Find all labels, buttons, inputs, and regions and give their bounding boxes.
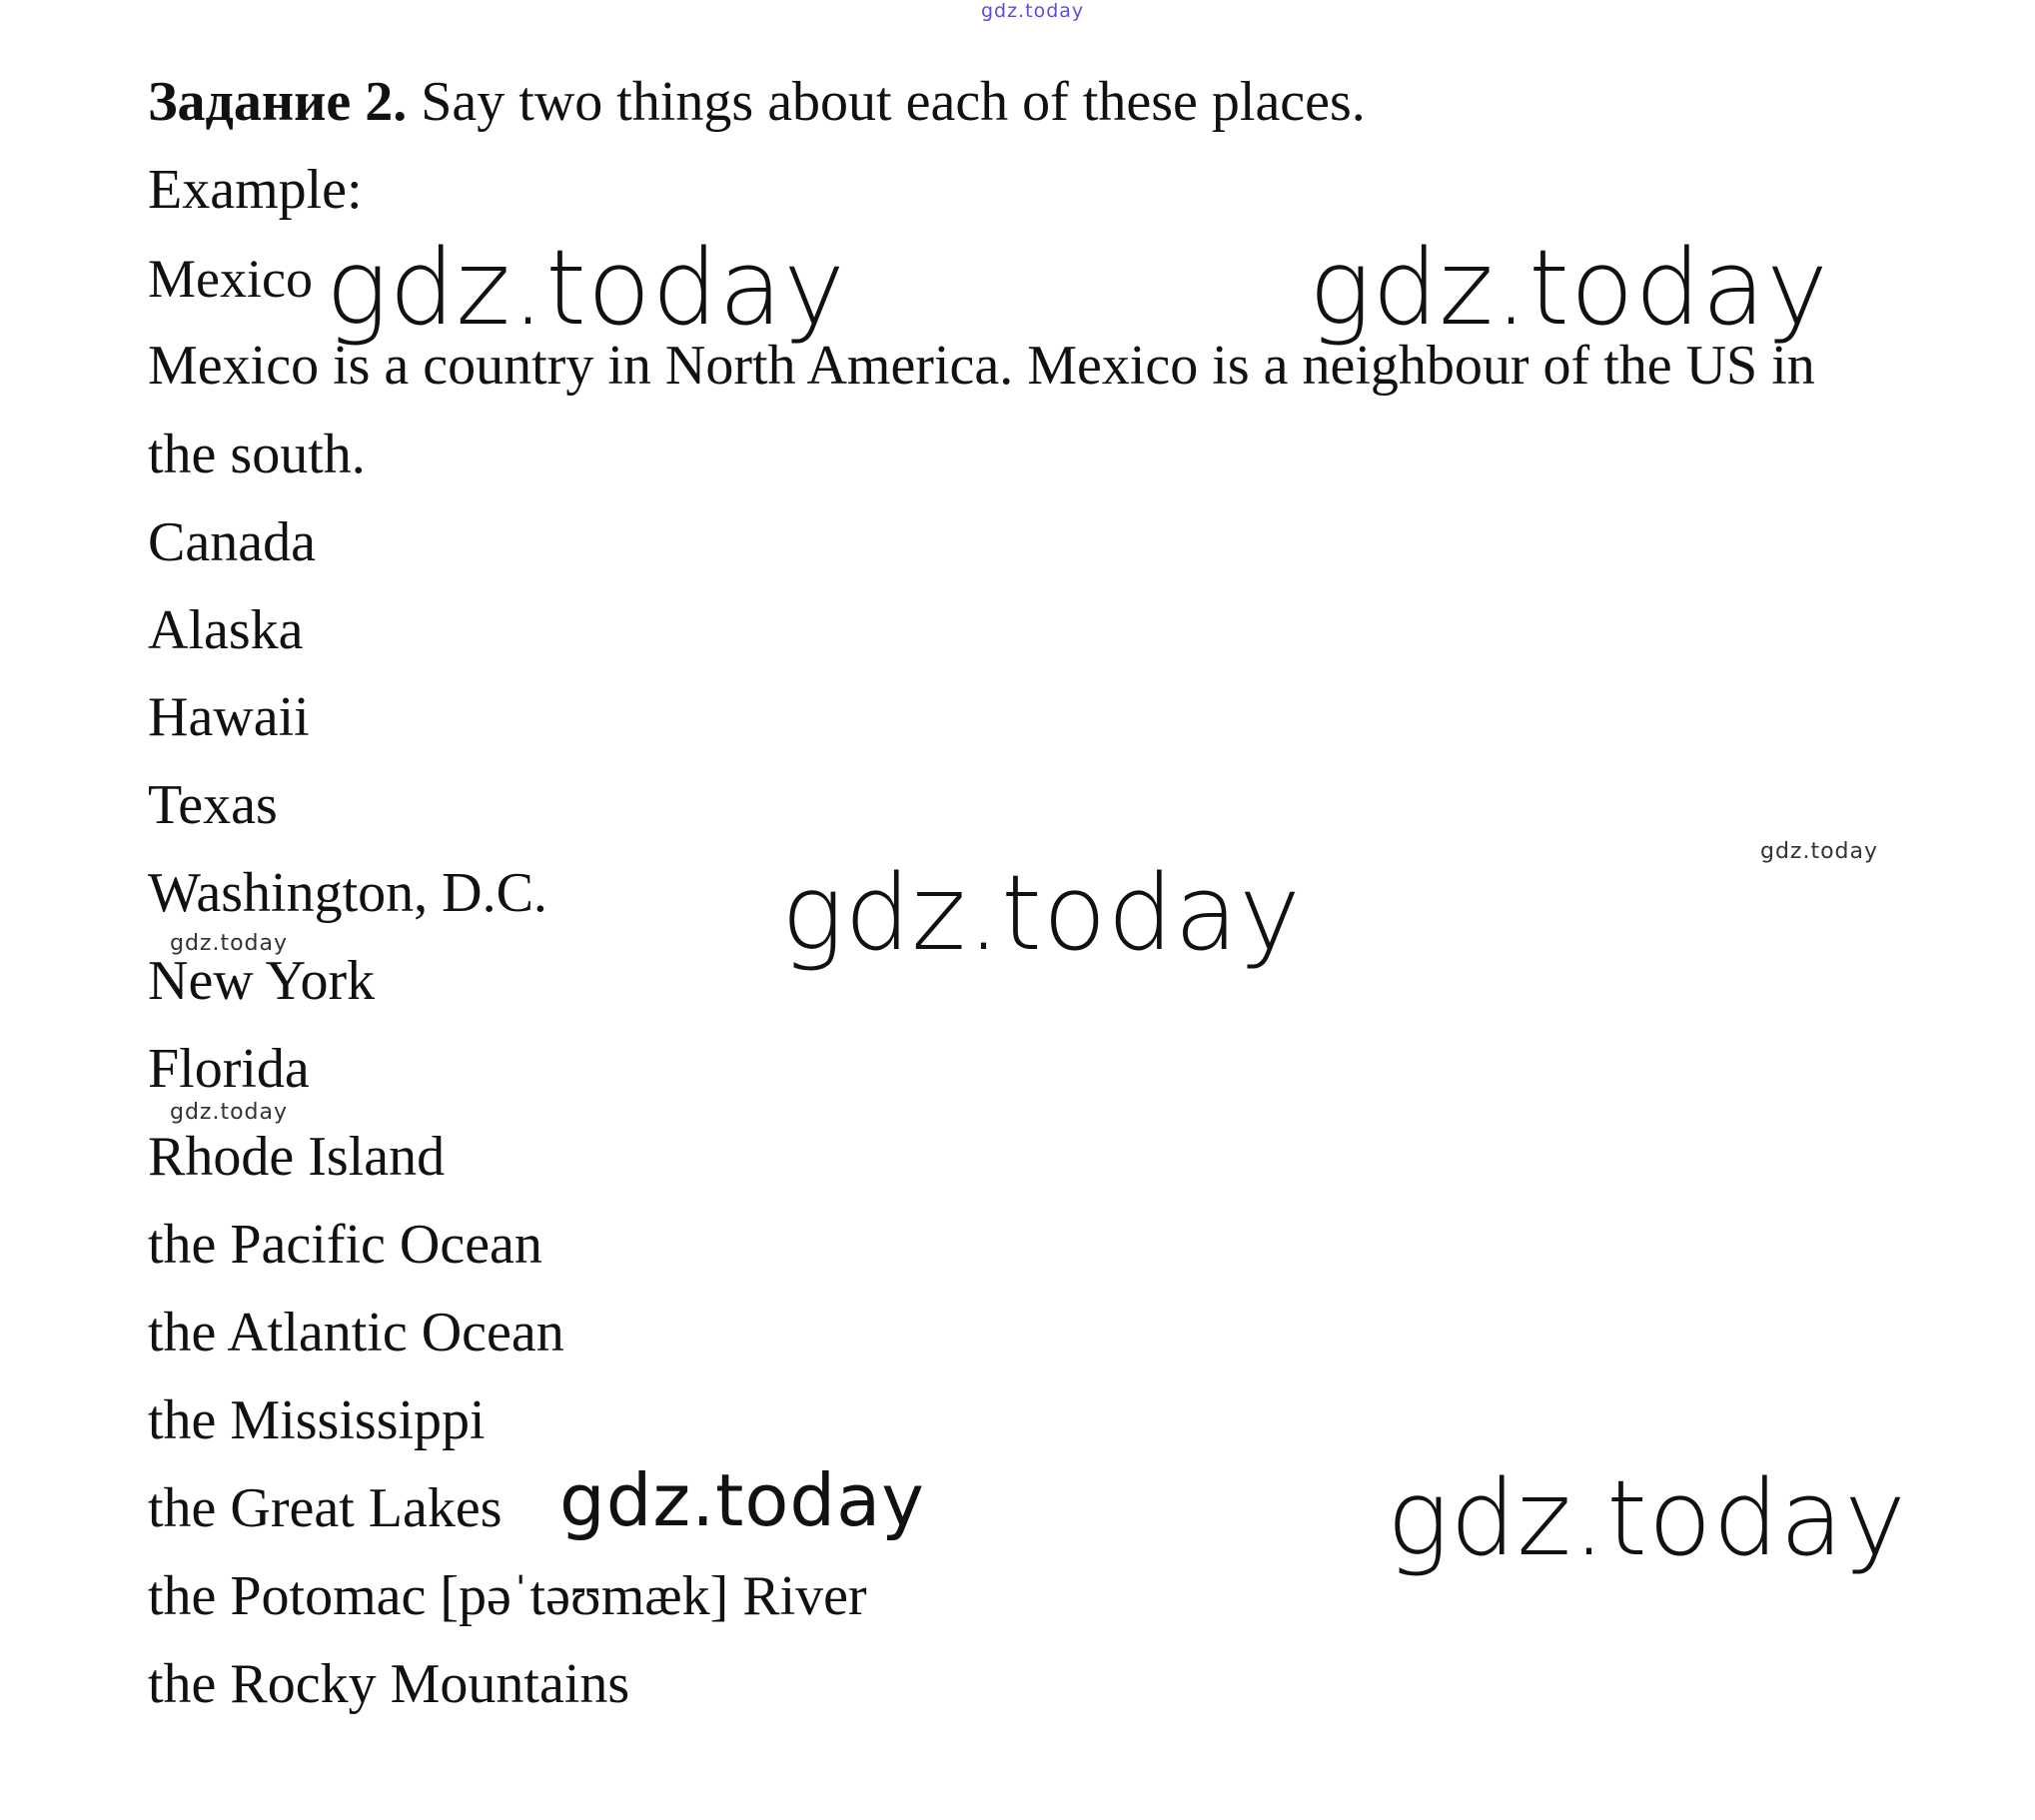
watermark-top: gdz.today — [981, 0, 1085, 22]
place-item: Washington, D.C. — [148, 862, 547, 924]
example-place: Mexico — [148, 249, 313, 309]
watermark-medium: gdz.today — [559, 1458, 925, 1542]
place-item: Alaska — [148, 599, 304, 661]
place-item: the Mississippi — [148, 1389, 486, 1451]
watermark-small: gdz.today — [170, 1100, 289, 1125]
watermark-large: gdz.today — [326, 227, 846, 349]
place-item: Rhode Island — [148, 1126, 446, 1188]
watermark-small: gdz.today — [1760, 839, 1879, 864]
place-item: the Potomac [pəˈtəʊmæk] River — [148, 1565, 867, 1627]
place-item: the Rocky Mountains — [148, 1653, 630, 1715]
watermark-small: gdz.today — [170, 931, 289, 956]
example-label: Example: — [148, 159, 363, 221]
place-item: Texas — [148, 774, 278, 836]
watermark-large: gdz.today — [1387, 1457, 1907, 1579]
place-item: Hawaii — [148, 686, 310, 748]
place-item: the Great Lakes — [148, 1477, 503, 1539]
example-answer-line-2: the south. — [148, 424, 366, 485]
place-item: the Pacific Ocean — [148, 1214, 542, 1276]
task-label: Задание 2. — [148, 71, 408, 133]
task-instruction: Say two things about each of these places. — [407, 71, 1366, 133]
task-heading — [148, 71, 1366, 133]
place-item: Florida — [148, 1038, 310, 1100]
place-item: the Atlantic Ocean — [148, 1302, 564, 1364]
watermark-large: gdz.today — [1309, 227, 1829, 349]
place-item: New York — [148, 950, 376, 1012]
example-answer-line-1: Mexico is a country in North America. Mexico is a neighbour of the US in — [148, 335, 1815, 397]
watermark-large: gdz.today — [781, 852, 1302, 974]
place-item: Canada — [148, 511, 316, 573]
